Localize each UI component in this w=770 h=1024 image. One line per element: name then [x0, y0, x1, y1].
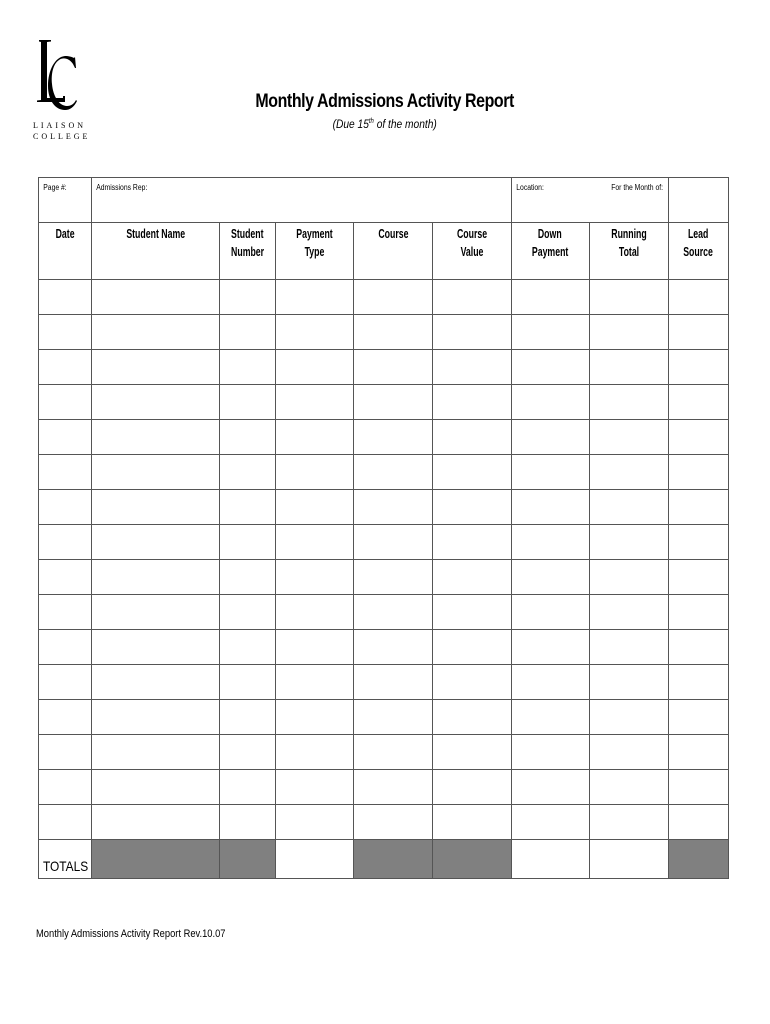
col-header-payment-type: Payment Type — [276, 223, 354, 280]
cell-course-value[interactable] — [433, 350, 512, 385]
cell-student-name[interactable] — [92, 525, 220, 560]
cell-student-number[interactable] — [220, 560, 276, 595]
col-header-student-name: Student Name — [92, 223, 220, 280]
cell-course-value[interactable] — [433, 280, 512, 315]
totals-cell-course-value — [433, 840, 512, 879]
cell-running-total[interactable] — [590, 595, 669, 630]
cell-lead-source[interactable] — [669, 420, 729, 455]
cell-payment-type[interactable] — [276, 805, 354, 840]
table-row — [39, 315, 729, 350]
cell-down-payment[interactable] — [512, 805, 590, 840]
table-row — [39, 455, 729, 490]
cell-course[interactable] — [354, 280, 433, 315]
totals-cell-running-total[interactable] — [590, 840, 669, 879]
cell-student-name[interactable] — [92, 700, 220, 735]
cell-date[interactable] — [39, 630, 92, 665]
cell-date[interactable] — [39, 665, 92, 700]
cell-student-number[interactable] — [220, 700, 276, 735]
cell-course[interactable] — [354, 595, 433, 630]
cell-student-name[interactable] — [92, 385, 220, 420]
report-subtitle — [57, 117, 712, 131]
cell-date[interactable] — [39, 525, 92, 560]
cell-date[interactable] — [39, 700, 92, 735]
cell-lead-source[interactable] — [669, 455, 729, 490]
cell-student-number[interactable] — [220, 770, 276, 805]
totals-cell-lead-source — [669, 840, 729, 879]
cell-payment-type[interactable] — [276, 455, 354, 490]
cell-payment-type[interactable] — [276, 385, 354, 420]
cell-down-payment[interactable] — [512, 665, 590, 700]
cell-course-value[interactable] — [433, 315, 512, 350]
cell-course-value[interactable] — [433, 665, 512, 700]
cell-student-number[interactable] — [220, 630, 276, 665]
cell-date[interactable] — [39, 455, 92, 490]
cell-course-value[interactable] — [433, 630, 512, 665]
cell-date[interactable] — [39, 385, 92, 420]
logo-line-college: COLLEGE — [33, 132, 91, 141]
cell-payment-type[interactable] — [276, 420, 354, 455]
cell-payment-type[interactable] — [276, 350, 354, 385]
cell-lead-source[interactable] — [669, 630, 729, 665]
table-row — [39, 420, 729, 455]
cell-course[interactable] — [354, 525, 433, 560]
cell-course[interactable] — [354, 560, 433, 595]
cell-down-payment[interactable] — [512, 420, 590, 455]
cell-payment-type[interactable] — [276, 770, 354, 805]
cell-course-value[interactable] — [433, 770, 512, 805]
cell-student-number[interactable] — [220, 665, 276, 700]
cell-lead-source[interactable] — [669, 735, 729, 770]
totals-row — [39, 840, 729, 879]
cell-down-payment[interactable] — [512, 385, 590, 420]
cell-course-value[interactable] — [433, 700, 512, 735]
cell-course[interactable] — [354, 805, 433, 840]
cell-course[interactable] — [354, 770, 433, 805]
cell-running-total[interactable] — [590, 735, 669, 770]
location-field[interactable]: Location: — [512, 178, 669, 223]
page-number-field[interactable]: Page #: — [39, 178, 92, 223]
cell-running-total[interactable] — [590, 385, 669, 420]
cell-running-total[interactable] — [590, 525, 669, 560]
cell-date[interactable] — [39, 735, 92, 770]
cell-payment-type[interactable] — [276, 315, 354, 350]
cell-student-number[interactable] — [220, 525, 276, 560]
cell-student-name[interactable] — [92, 630, 220, 665]
cell-student-name[interactable] — [92, 595, 220, 630]
cell-course-value[interactable] — [433, 490, 512, 525]
cell-running-total[interactable] — [590, 420, 669, 455]
col-header-lead-source: Lead Source — [669, 223, 729, 280]
footer-revision: Monthly Admissions Activity Report Rev.10.07 — [36, 928, 226, 940]
cell-date[interactable] — [39, 280, 92, 315]
cell-course[interactable] — [354, 700, 433, 735]
cell-student-name[interactable] — [92, 560, 220, 595]
cell-student-name[interactable] — [92, 770, 220, 805]
cell-course[interactable] — [354, 490, 433, 525]
cell-payment-type[interactable] — [276, 280, 354, 315]
totals-label: TOTALS — [39, 840, 92, 879]
cell-student-number[interactable] — [220, 455, 276, 490]
cell-lead-source[interactable] — [669, 315, 729, 350]
cell-lead-source[interactable] — [669, 770, 729, 805]
cell-down-payment[interactable] — [512, 350, 590, 385]
cell-running-total[interactable] — [590, 770, 669, 805]
table-row — [39, 385, 729, 420]
cell-lead-source[interactable] — [669, 560, 729, 595]
table-row — [39, 665, 729, 700]
logo-line-liaison: LIAISON — [33, 121, 86, 130]
activity-table — [38, 177, 729, 879]
cell-date[interactable] — [39, 560, 92, 595]
cell-payment-type[interactable] — [276, 735, 354, 770]
totals-cell-course — [354, 840, 433, 879]
cell-course[interactable] — [354, 630, 433, 665]
cell-course-value[interactable] — [433, 420, 512, 455]
subtitle-suffix: of the month) — [373, 117, 437, 131]
cell-payment-type[interactable] — [276, 665, 354, 700]
table-row — [39, 490, 729, 525]
cell-date[interactable] — [39, 350, 92, 385]
cell-running-total[interactable] — [590, 280, 669, 315]
totals-cell-student-number — [220, 840, 276, 879]
cell-down-payment[interactable] — [512, 560, 590, 595]
cell-down-payment[interactable] — [512, 700, 590, 735]
cell-running-total[interactable] — [590, 700, 669, 735]
month-field[interactable]: For the Month of: — [669, 178, 729, 223]
cell-payment-type[interactable] — [276, 700, 354, 735]
cell-course-value[interactable] — [433, 455, 512, 490]
cell-student-name[interactable] — [92, 280, 220, 315]
cell-student-number[interactable] — [220, 805, 276, 840]
cell-student-number[interactable] — [220, 280, 276, 315]
cell-date[interactable] — [39, 770, 92, 805]
totals-cell-down-payment[interactable] — [512, 840, 590, 879]
cell-student-number[interactable] — [220, 385, 276, 420]
cell-course[interactable] — [354, 350, 433, 385]
cell-student-name[interactable] — [92, 805, 220, 840]
cell-down-payment[interactable] — [512, 315, 590, 350]
cell-student-name[interactable] — [92, 455, 220, 490]
cell-course-value[interactable] — [433, 525, 512, 560]
cell-lead-source[interactable] — [669, 490, 729, 525]
cell-running-total[interactable] — [590, 455, 669, 490]
cell-payment-type[interactable] — [276, 595, 354, 630]
cell-down-payment[interactable] — [512, 455, 590, 490]
cell-student-number[interactable] — [220, 490, 276, 525]
cell-course[interactable] — [354, 455, 433, 490]
cell-date[interactable] — [39, 420, 92, 455]
cell-payment-type[interactable] — [276, 490, 354, 525]
col-header-course: Course — [354, 223, 433, 280]
cell-course-value[interactable] — [433, 560, 512, 595]
cell-running-total[interactable] — [590, 630, 669, 665]
cell-down-payment[interactable] — [512, 735, 590, 770]
cell-lead-source[interactable] — [669, 525, 729, 560]
cell-student-name[interactable] — [92, 420, 220, 455]
cell-down-payment[interactable] — [512, 595, 590, 630]
cell-date[interactable] — [39, 595, 92, 630]
table-row — [39, 350, 729, 385]
table-row — [39, 700, 729, 735]
cell-running-total[interactable] — [590, 665, 669, 700]
subtitle-prefix: (Due 15 — [332, 117, 369, 131]
table-row — [39, 805, 729, 840]
cell-student-name[interactable] — [92, 665, 220, 700]
header-row — [39, 223, 729, 280]
cell-date[interactable] — [39, 490, 92, 525]
col-header-down-payment: Down Payment — [512, 223, 590, 280]
cell-student-number[interactable] — [220, 315, 276, 350]
cell-course[interactable] — [354, 315, 433, 350]
cell-course[interactable] — [354, 665, 433, 700]
cell-running-total[interactable] — [590, 560, 669, 595]
table-row — [39, 630, 729, 665]
cell-lead-source[interactable] — [669, 350, 729, 385]
cell-student-name[interactable] — [92, 490, 220, 525]
cell-lead-source[interactable] — [669, 385, 729, 420]
totals-cell-student-name — [92, 840, 220, 879]
report-title: Monthly Admissions Activity Report — [255, 91, 514, 112]
cell-payment-type[interactable] — [276, 560, 354, 595]
cell-student-number[interactable] — [220, 350, 276, 385]
cell-course-value[interactable] — [433, 805, 512, 840]
table-row — [39, 770, 729, 805]
cell-running-total[interactable] — [590, 490, 669, 525]
cell-payment-type[interactable] — [276, 630, 354, 665]
cell-course-value[interactable] — [433, 735, 512, 770]
cell-student-name[interactable] — [92, 350, 220, 385]
cell-running-total[interactable] — [590, 805, 669, 840]
col-header-date: Date — [39, 223, 92, 280]
cell-lead-source[interactable] — [669, 700, 729, 735]
table-row — [39, 525, 729, 560]
cell-date[interactable] — [39, 315, 92, 350]
table-row — [39, 280, 729, 315]
cell-student-name[interactable] — [92, 315, 220, 350]
cell-lead-source[interactable] — [669, 805, 729, 840]
cell-down-payment[interactable] — [512, 280, 590, 315]
cell-course[interactable] — [354, 735, 433, 770]
col-header-course-value: Course Value — [433, 223, 512, 280]
col-header-student-number: Student Number — [220, 223, 276, 280]
cell-lead-source[interactable] — [669, 665, 729, 700]
cell-course-value[interactable] — [433, 385, 512, 420]
subtitle-sup: th — [368, 118, 374, 125]
table-row — [39, 595, 729, 630]
cell-down-payment[interactable] — [512, 525, 590, 560]
cell-student-number[interactable] — [220, 420, 276, 455]
cell-down-payment[interactable] — [512, 630, 590, 665]
cell-running-total[interactable] — [590, 315, 669, 350]
cell-student-number[interactable] — [220, 735, 276, 770]
cell-payment-type[interactable] — [276, 525, 354, 560]
cell-course[interactable] — [354, 420, 433, 455]
cell-down-payment[interactable] — [512, 490, 590, 525]
cell-course-value[interactable] — [433, 595, 512, 630]
cell-student-name[interactable] — [92, 735, 220, 770]
col-header-running-total: Running Total — [590, 223, 669, 280]
cell-lead-source[interactable] — [669, 280, 729, 315]
cell-down-payment[interactable] — [512, 770, 590, 805]
cell-date[interactable] — [39, 805, 92, 840]
cell-lead-source[interactable] — [669, 595, 729, 630]
cell-student-number[interactable] — [220, 595, 276, 630]
admissions-rep-field[interactable]: Admissions Rep: — [92, 178, 512, 223]
totals-cell-payment-type[interactable] — [276, 840, 354, 879]
cell-course[interactable] — [354, 385, 433, 420]
meta-row — [39, 178, 729, 223]
table-row — [39, 560, 729, 595]
cell-running-total[interactable] — [590, 350, 669, 385]
table-row — [39, 735, 729, 770]
